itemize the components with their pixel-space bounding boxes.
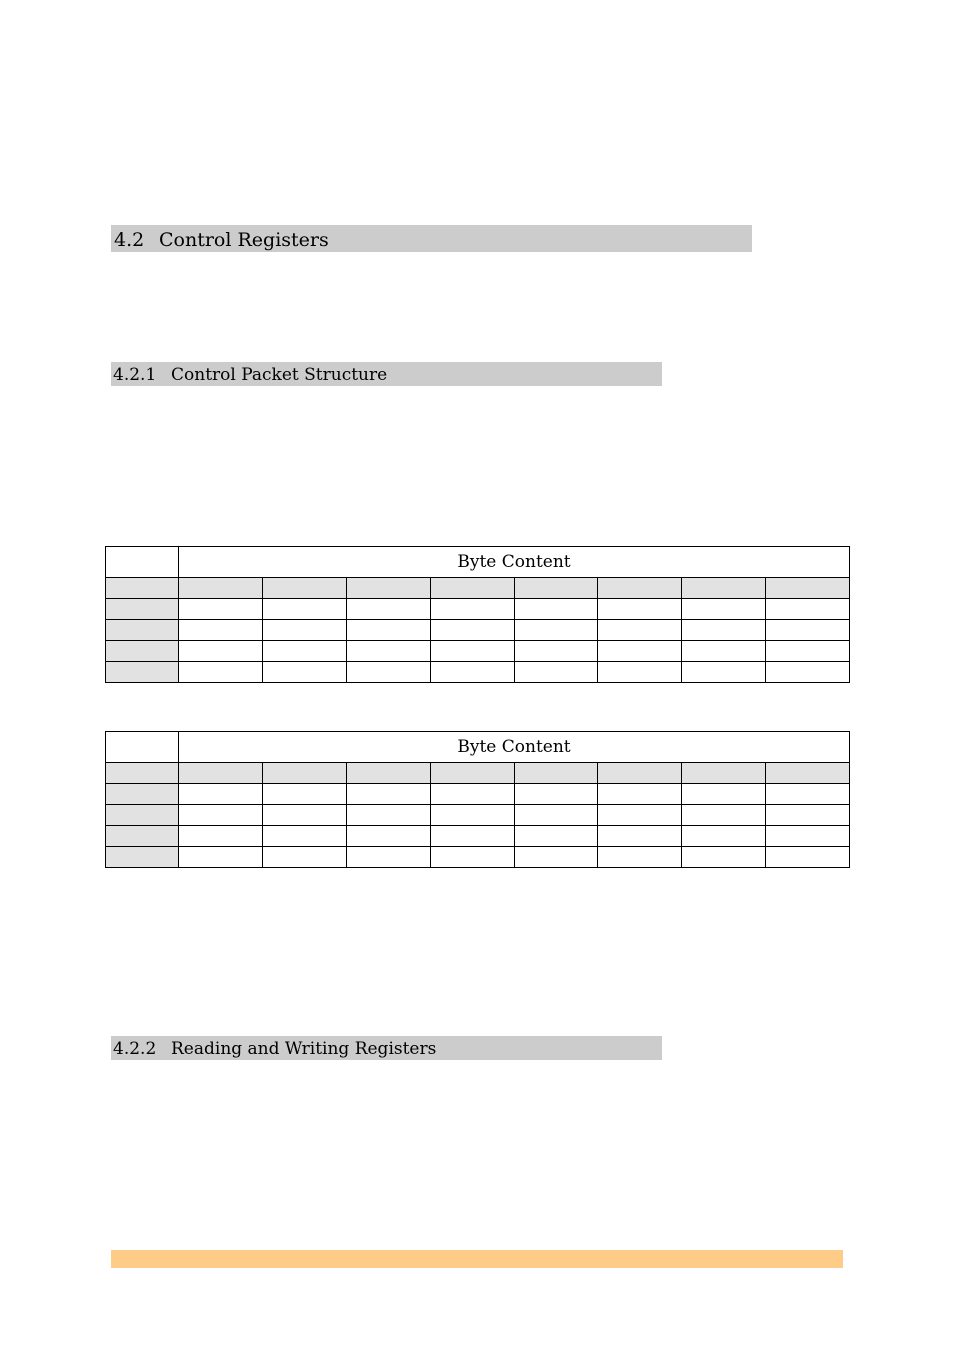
byte-cell xyxy=(346,826,430,847)
byte-cell xyxy=(179,847,263,868)
byte-cell xyxy=(262,805,346,826)
byte-cell xyxy=(262,826,346,847)
table-row xyxy=(106,847,850,868)
byte-column-header-cell xyxy=(179,578,263,599)
section-number: 4.2 xyxy=(114,229,145,251)
byte-cell xyxy=(598,620,682,641)
table-row xyxy=(106,662,850,683)
packet-table-1 xyxy=(105,546,850,683)
byte-cell xyxy=(598,805,682,826)
byte-cell xyxy=(682,826,766,847)
table-title-row xyxy=(106,547,850,578)
row-label-header-cell xyxy=(106,763,179,784)
byte-cell xyxy=(430,826,514,847)
byte-cell xyxy=(766,662,850,683)
byte-cell xyxy=(598,784,682,805)
byte-cell xyxy=(598,662,682,683)
byte-cell xyxy=(514,620,598,641)
byte-cell xyxy=(262,620,346,641)
byte-cell xyxy=(346,805,430,826)
byte-cell xyxy=(598,847,682,868)
table-row xyxy=(106,599,850,620)
byte-cell xyxy=(682,784,766,805)
byte-column-header-cell xyxy=(766,763,850,784)
byte-column-header-cell xyxy=(514,763,598,784)
row-label-cell xyxy=(106,805,179,826)
byte-column-header-cell xyxy=(514,578,598,599)
row-label-header-cell xyxy=(106,578,179,599)
byte-column-header-cell xyxy=(766,578,850,599)
byte-cell xyxy=(179,805,263,826)
byte-cell xyxy=(262,662,346,683)
byte-cell xyxy=(430,599,514,620)
byte-cell xyxy=(766,641,850,662)
subsection-title: Control Packet Structure xyxy=(171,365,388,385)
byte-cell xyxy=(262,847,346,868)
row-label-cell xyxy=(106,620,179,641)
byte-cell xyxy=(179,826,263,847)
table-corner-cell xyxy=(106,547,179,578)
byte-cell xyxy=(179,784,263,805)
byte-cell xyxy=(262,599,346,620)
byte-cell xyxy=(430,662,514,683)
table-row xyxy=(106,641,850,662)
byte-column-header-cell xyxy=(430,763,514,784)
byte-cell xyxy=(179,620,263,641)
byte-column-header-cell xyxy=(598,763,682,784)
table-row xyxy=(106,826,850,847)
byte-cell xyxy=(514,599,598,620)
subsection-heading-control-packet-structure xyxy=(111,362,662,386)
byte-cell xyxy=(179,641,263,662)
byte-cell xyxy=(262,641,346,662)
byte-cell xyxy=(346,620,430,641)
byte-cell xyxy=(430,620,514,641)
byte-cell xyxy=(766,826,850,847)
byte-cell xyxy=(179,599,263,620)
byte-cell xyxy=(598,641,682,662)
byte-column-header-cell xyxy=(682,763,766,784)
byte-cell xyxy=(766,847,850,868)
table-row xyxy=(106,784,850,805)
row-label-cell xyxy=(106,847,179,868)
byte-column-header-cell xyxy=(598,578,682,599)
section-title: Control Registers xyxy=(159,229,329,251)
byte-column-header-cell xyxy=(430,578,514,599)
byte-cell xyxy=(766,599,850,620)
byte-column-header-cell xyxy=(346,578,430,599)
byte-content-header: Byte Content xyxy=(179,547,850,578)
table-column-header-row xyxy=(106,763,850,784)
byte-cell xyxy=(430,784,514,805)
byte-content-header: Byte Content xyxy=(179,732,850,763)
row-label-cell xyxy=(106,599,179,620)
byte-cell xyxy=(766,805,850,826)
byte-cell xyxy=(514,826,598,847)
byte-cell xyxy=(346,599,430,620)
byte-column-header-cell xyxy=(179,763,263,784)
byte-cell xyxy=(598,826,682,847)
table-row xyxy=(106,620,850,641)
subsection-title: Reading and Writing Registers xyxy=(171,1039,437,1059)
byte-cell xyxy=(682,641,766,662)
byte-cell xyxy=(346,641,430,662)
subsection-number: 4.2.1 xyxy=(113,365,157,385)
byte-column-header-cell xyxy=(262,578,346,599)
byte-cell xyxy=(598,599,682,620)
row-label-cell xyxy=(106,641,179,662)
byte-cell xyxy=(682,805,766,826)
byte-cell xyxy=(430,641,514,662)
byte-cell xyxy=(346,662,430,683)
byte-cell xyxy=(514,784,598,805)
byte-cell xyxy=(346,784,430,805)
byte-cell xyxy=(179,662,263,683)
table-title-row xyxy=(106,732,850,763)
byte-cell xyxy=(514,805,598,826)
packet-table-2 xyxy=(105,731,850,868)
byte-cell xyxy=(346,847,430,868)
byte-cell xyxy=(766,784,850,805)
subsection-number: 4.2.2 xyxy=(113,1039,157,1059)
table-corner-cell xyxy=(106,732,179,763)
byte-cell xyxy=(514,847,598,868)
byte-cell xyxy=(262,784,346,805)
byte-cell xyxy=(430,805,514,826)
byte-cell xyxy=(682,599,766,620)
byte-cell xyxy=(514,641,598,662)
byte-cell xyxy=(766,620,850,641)
byte-cell xyxy=(682,662,766,683)
byte-cell xyxy=(682,620,766,641)
byte-cell xyxy=(430,847,514,868)
table-column-header-row xyxy=(106,578,850,599)
section-heading-control-registers xyxy=(111,225,752,252)
byte-cell xyxy=(514,662,598,683)
byte-column-header-cell xyxy=(346,763,430,784)
subsection-heading-reading-writing-registers xyxy=(111,1036,662,1060)
row-label-cell xyxy=(106,826,179,847)
row-label-cell xyxy=(106,784,179,805)
byte-column-header-cell xyxy=(682,578,766,599)
footer-bar xyxy=(111,1250,843,1268)
byte-column-header-cell xyxy=(262,763,346,784)
table-row xyxy=(106,805,850,826)
byte-cell xyxy=(682,847,766,868)
row-label-cell xyxy=(106,662,179,683)
